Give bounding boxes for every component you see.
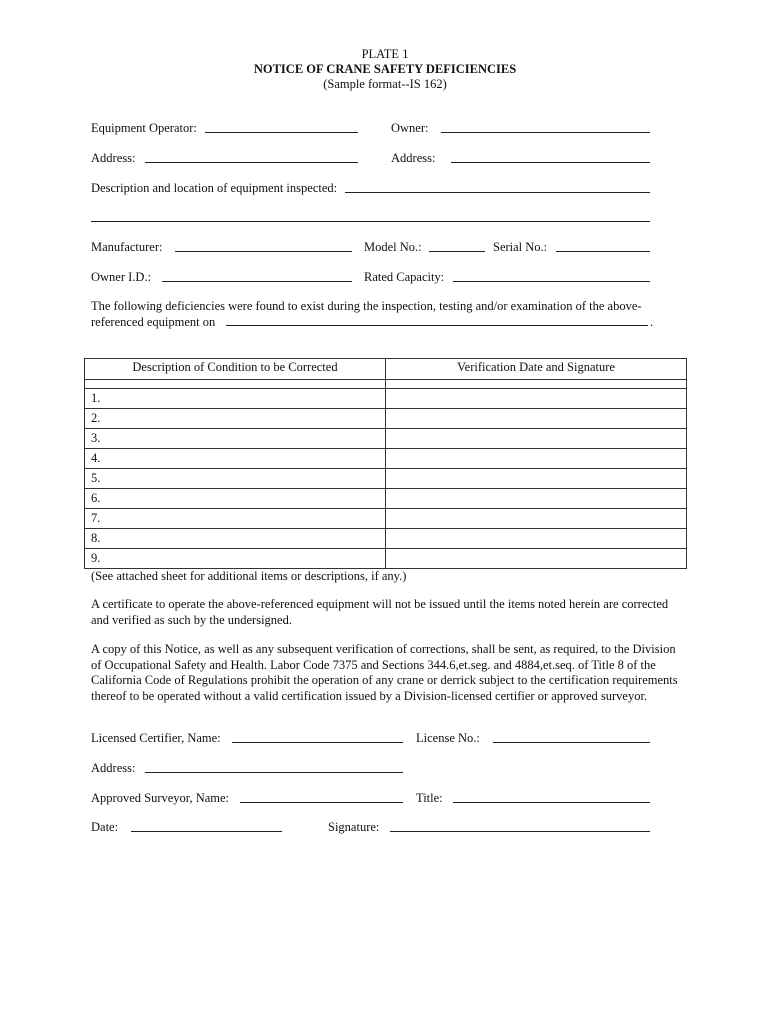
model-no-line[interactable] — [429, 251, 485, 252]
row-number-cell[interactable]: 5. — [85, 469, 386, 489]
document-title: NOTICE OF CRANE SAFETY DEFICIENCIES — [253, 62, 517, 76]
attached-sheet-note: (See attached sheet for additional items or descriptions, if any.) — [91, 569, 407, 583]
license-no-line[interactable] — [493, 742, 650, 743]
description-location-line-2[interactable] — [91, 221, 650, 222]
table-row — [85, 549, 687, 569]
equipment-operator-label: Equipment Operator: — [91, 121, 197, 135]
column-header-verification: Verification Date and Signature — [386, 359, 687, 380]
row-number-cell[interactable]: 2. — [85, 409, 386, 429]
owner-id-label: Owner I.D.: — [91, 270, 152, 284]
row-number-cell[interactable]: 1. — [85, 389, 386, 409]
table-header-row — [85, 359, 687, 380]
column-header-description: Description of Condition to be Corrected — [85, 359, 386, 380]
owner-line[interactable] — [441, 132, 650, 133]
document-subtitle: (Sample format--IS 162) — [323, 77, 447, 91]
signature-label: Signature: — [328, 820, 380, 834]
operator-address-label: Address: — [91, 151, 136, 165]
manufacturer-label: Manufacturer: — [91, 240, 163, 254]
certificate-paragraph: A certificate to operate the above-referenced equipment will not be issued until the items noted herein are corrected and verified as such by the undersigned. — [91, 597, 669, 627]
certifier-address-label: Address: — [91, 761, 136, 775]
verification-cell[interactable] — [386, 549, 687, 569]
table-row — [85, 469, 687, 489]
table-row — [85, 409, 687, 429]
verification-cell[interactable] — [386, 529, 687, 549]
verification-cell[interactable] — [386, 409, 687, 429]
verification-cell[interactable] — [386, 509, 687, 529]
owner-id-line[interactable] — [162, 281, 352, 282]
row-number-cell[interactable]: 6. — [85, 489, 386, 509]
table-spacer-row — [85, 380, 687, 389]
description-location-label: Description and location of equipment inspected: — [91, 181, 338, 195]
owner-address-label: Address: — [391, 151, 436, 165]
license-no-label: License No.: — [416, 731, 480, 745]
row-number-cell[interactable]: 3. — [85, 429, 386, 449]
approved-surveyor-label: Approved Surveyor, Name: — [91, 791, 230, 805]
deficiencies-intro-line2: referenced equipment on — [91, 315, 216, 329]
title-line[interactable] — [453, 802, 650, 803]
verification-cell[interactable] — [386, 389, 687, 409]
table-row — [85, 489, 687, 509]
table-row — [85, 509, 687, 529]
table-row — [85, 449, 687, 469]
deficiencies-intro-line1: The following deficiencies were found to exist during the inspection, testing and/or examination of the above- — [91, 299, 642, 313]
serial-no-label: Serial No.: — [493, 240, 548, 254]
copy-notice-paragraph: A copy of this Notice, as well as any subsequent verification of corrections, shall be sent, as required, to the Division of Occupational Safety and Health. Labor Code 7375 and Sections 344.6,et.seg. and 4884,et.seq. of Title 8 of the California Code of Regulations prohibit the operation of any crane or derrick subject to the certification requirements thereof to be operated without a valid certification issued by a Division-licensed certifier or approved surveyor. — [91, 642, 678, 703]
equipment-operator-line[interactable] — [205, 132, 358, 133]
operator-address-line[interactable] — [145, 162, 358, 163]
verification-cell[interactable] — [386, 449, 687, 469]
table-row — [85, 529, 687, 549]
title-label: Title: — [416, 791, 443, 805]
row-number-cell[interactable]: 9. — [85, 549, 386, 569]
rated-capacity-label: Rated Capacity: — [364, 270, 445, 284]
date-line[interactable] — [131, 831, 282, 832]
certifier-address-line[interactable] — [145, 772, 403, 773]
approved-surveyor-line[interactable] — [240, 802, 403, 803]
verification-cell[interactable] — [386, 489, 687, 509]
model-no-label: Model No.: — [364, 240, 422, 254]
plate-label: PLATE 1 — [361, 47, 409, 61]
row-number-cell[interactable]: 4. — [85, 449, 386, 469]
licensed-certifier-label: Licensed Certifier, Name: — [91, 731, 221, 745]
table-row — [85, 429, 687, 449]
description-location-line[interactable] — [345, 192, 650, 193]
owner-address-line[interactable] — [451, 162, 650, 163]
licensed-certifier-line[interactable] — [232, 742, 403, 743]
deficiencies-intro-period: . — [650, 315, 654, 329]
serial-no-line[interactable] — [556, 251, 650, 252]
signature-line[interactable] — [390, 831, 650, 832]
verification-cell[interactable] — [386, 469, 687, 489]
table-row — [85, 389, 687, 409]
owner-label: Owner: — [391, 121, 429, 135]
verification-cell[interactable] — [386, 429, 687, 449]
deficiencies-table — [84, 358, 687, 569]
row-number-cell[interactable]: 7. — [85, 509, 386, 529]
rated-capacity-line[interactable] — [453, 281, 650, 282]
manufacturer-line[interactable] — [175, 251, 352, 252]
row-number-cell[interactable]: 8. — [85, 529, 386, 549]
date-label: Date: — [91, 820, 119, 834]
inspection-date-line[interactable] — [226, 325, 648, 326]
